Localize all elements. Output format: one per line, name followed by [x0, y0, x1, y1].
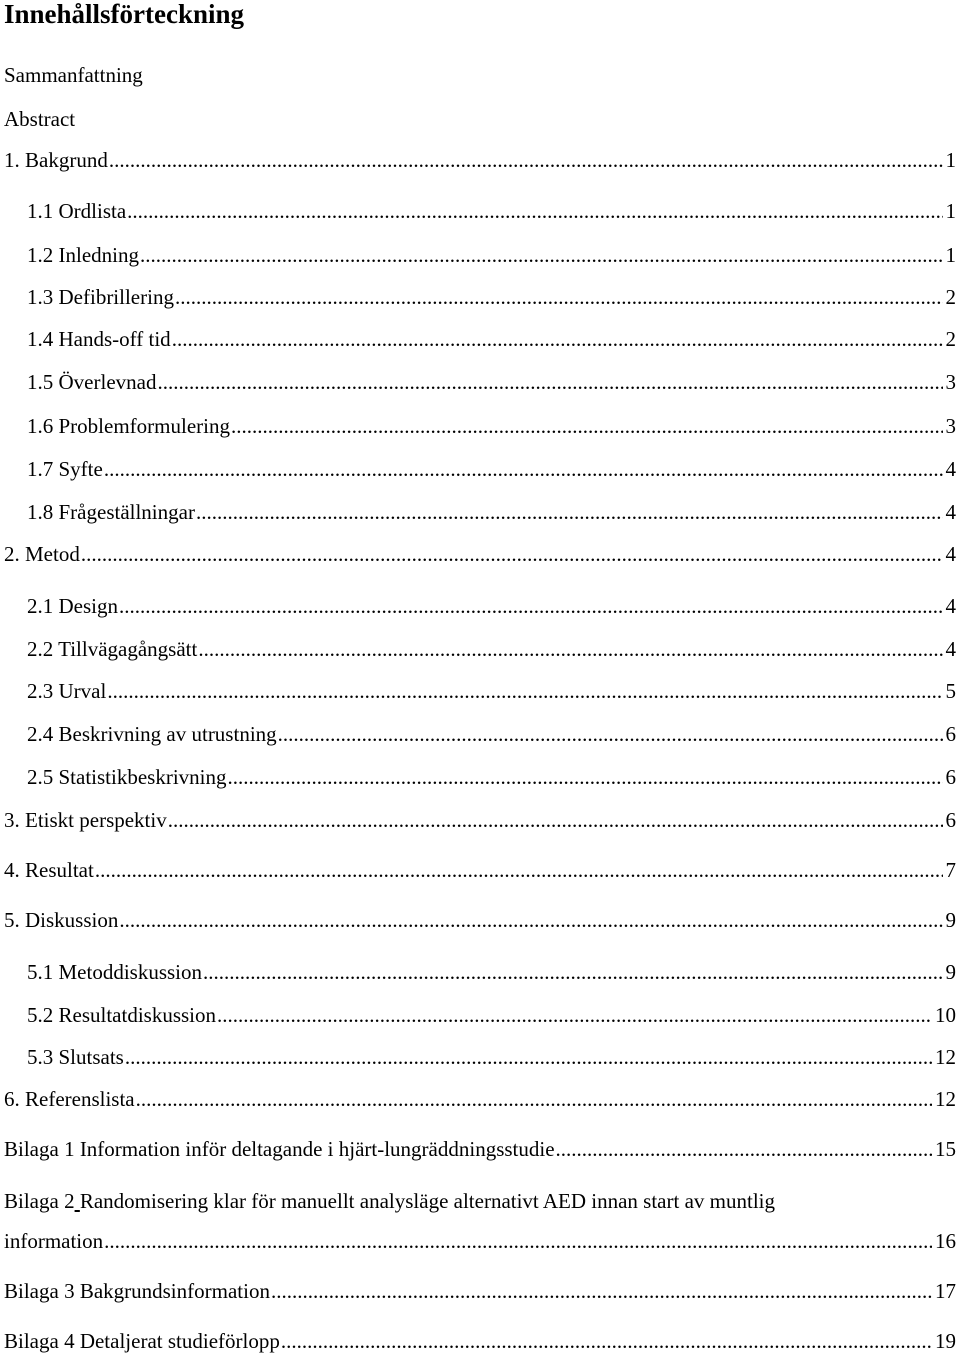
page-number: 6: [945, 808, 956, 832]
toc-entry[interactable]: 2.2 Tillvägagångsätt ..... 4: [27, 637, 956, 661]
dot-leader: [125, 1045, 932, 1069]
dot-leader: [157, 370, 942, 394]
toc-appendix[interactable]: Bilaga 3 Bakgrundsinformation ..... 17: [4, 1279, 956, 1303]
dot-leader: [119, 908, 942, 932]
toc-entry[interactable]: 5.3 Slutsats ..... 12: [27, 1045, 956, 1069]
page-number: 2: [945, 327, 956, 351]
toc-summary: Sammanfattning: [4, 63, 143, 87]
toc-appendix-line-1[interactable]: Bilaga 2 Randomisering klar för manuellt analysläge alternativt AED innan start av muntlig: [4, 1189, 775, 1213]
page-number: 12: [935, 1087, 956, 1111]
dot-leader: [217, 1003, 932, 1027]
dot-leader: [196, 500, 943, 524]
dot-leader: [281, 1329, 932, 1353]
page-number: 4: [945, 594, 956, 618]
dot-leader: [175, 285, 943, 309]
toc-entry[interactable]: 3. Etiskt perspektiv ..... 6: [4, 808, 956, 832]
toc-entry[interactable]: 1.4 Hands-off tid ..... 2: [27, 327, 956, 351]
dot-leader: [271, 1279, 932, 1303]
page-number: 2: [945, 285, 956, 309]
toc-entry[interactable]: 1.3 Defibrillering ..... 2: [27, 285, 956, 309]
page-number: 12: [935, 1045, 956, 1069]
page-number: 6: [945, 765, 956, 789]
page-number: 15: [935, 1137, 956, 1161]
toc-entry[interactable]: 1. Bakgrund ..... 1: [4, 148, 956, 172]
page-number: 16: [935, 1229, 956, 1253]
page-number: 4: [945, 500, 956, 524]
toc-entry[interactable]: 1.8 Frågeställningar ..... 4: [27, 500, 956, 524]
dot-leader: [556, 1137, 932, 1161]
dot-leader: [136, 1087, 932, 1111]
page-number: 4: [945, 637, 956, 661]
page-number: 9: [945, 908, 956, 932]
dot-leader: [95, 858, 943, 882]
toc-entry[interactable]: 6. Referenslista ..... 12: [4, 1087, 956, 1111]
toc-appendix[interactable]: Bilaga 1 Information inför deltagande i hjärt-lungräddningsstudie ..... 15: [4, 1137, 956, 1161]
toc-entry[interactable]: 2.4 Beskrivning av utrustning ..... 6: [27, 722, 956, 746]
toc-entry[interactable]: 5.1 Metoddiskussion ..... 9: [27, 960, 956, 984]
dot-leader: [127, 199, 942, 223]
page-number: 6: [945, 722, 956, 746]
toc-entry[interactable]: 2. Metod ..... 4: [4, 542, 956, 566]
toc-entry[interactable]: 1.6 Problemformulering ..... 3: [27, 414, 956, 438]
page-number: 5: [945, 679, 956, 703]
toc-entry[interactable]: 2.5 Statistikbeskrivning ..... 6: [27, 765, 956, 789]
toc-abstract: Abstract: [4, 107, 76, 131]
page-number: 19: [935, 1329, 956, 1353]
page-number: 3: [945, 414, 956, 438]
toc-entry[interactable]: 1.5 Överlevnad ..... 3: [27, 370, 956, 394]
toc-entry[interactable]: 1.1 Ordlista ..... 1: [27, 199, 956, 223]
toc-appendix[interactable]: Bilaga 4 Detaljerat studieförlopp ..... 19: [4, 1329, 956, 1353]
dot-leader: [81, 542, 943, 566]
toc-entry[interactable]: 1.2 Inledning ..... 1: [27, 243, 956, 267]
toc-entry[interactable]: 5. Diskussion ..... 9: [4, 908, 956, 932]
page-number: 4: [945, 457, 956, 481]
page-number: 4: [945, 542, 956, 566]
page-number: 7: [945, 858, 956, 882]
dot-leader: [231, 414, 943, 438]
toc-appendix[interactable]: information ..... 16: [4, 1229, 956, 1253]
toc-entry[interactable]: 2.3 Urval ..... 5: [27, 679, 956, 703]
dot-leader: [168, 808, 943, 832]
dot-leader: [140, 243, 943, 267]
dot-leader: [203, 960, 942, 984]
toc-entry[interactable]: 4. Resultat ..... 7: [4, 858, 956, 882]
dot-leader: [119, 594, 943, 618]
dot-leader: [198, 637, 942, 661]
dot-leader: [104, 1229, 932, 1253]
page-number: 17: [935, 1279, 956, 1303]
page-number: 1: [945, 148, 956, 172]
dot-leader: [109, 148, 943, 172]
dot-leader: [278, 722, 943, 746]
dot-leader: [104, 457, 943, 481]
page-number: 3: [945, 370, 956, 394]
page-number: 1: [945, 243, 956, 267]
toc-entry[interactable]: 5.2 Resultatdiskussion ..... 10: [27, 1003, 956, 1027]
page-number: 1: [945, 199, 956, 223]
toc-title: Innehållsförteckning: [4, 0, 245, 29]
dot-leader: [107, 679, 942, 703]
dot-leader: [172, 327, 943, 351]
page-number: 10: [935, 1003, 956, 1027]
dot-leader: [228, 765, 943, 789]
page-number: 9: [945, 960, 956, 984]
toc-entry[interactable]: 2.1 Design ..... 4: [27, 594, 956, 618]
toc-entry[interactable]: 1.7 Syfte ..... 4: [27, 457, 956, 481]
